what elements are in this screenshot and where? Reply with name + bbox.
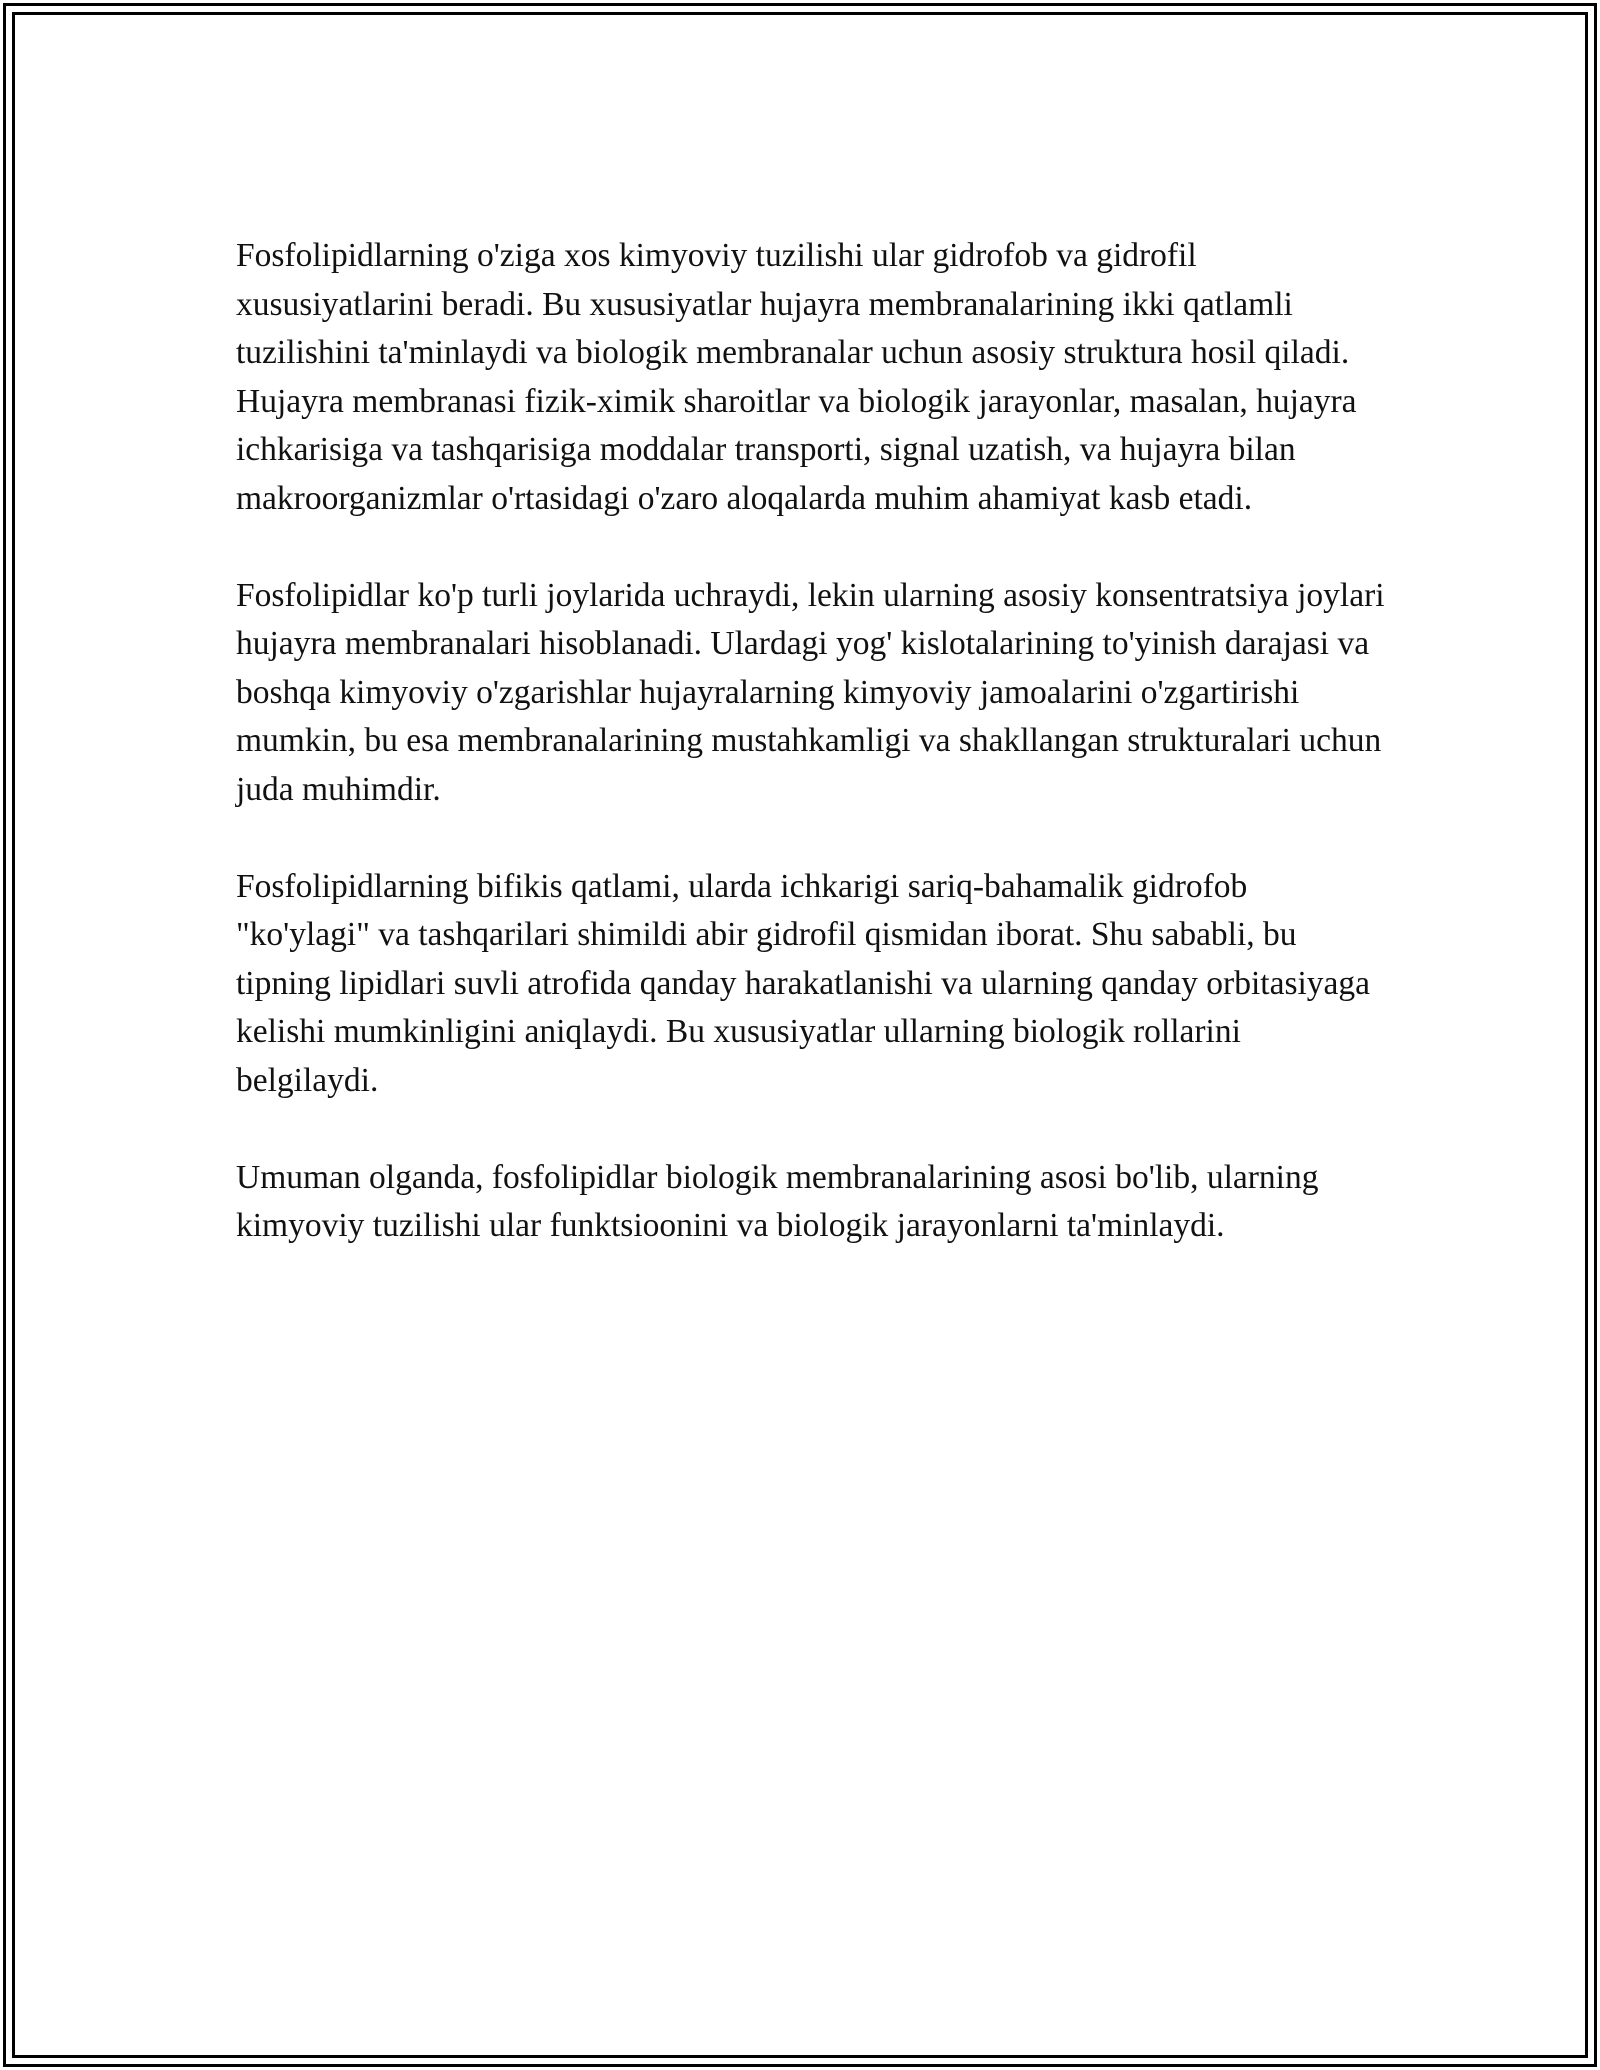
paragraph-4: Umuman olganda, fosfolipidlar biologik membranalarining asosi bo'lib, ularning kimyoviy tuzilishi ular funktsioonini va biologik jarayonlarni ta'minlaydi.	[236, 1158, 1319, 1244]
document-body	[236, 232, 1386, 1299]
paragraph-1: Fosfolipidlarning o'ziga xos kimyoviy tuzilishi ular gidrofob va gidrofil xususiyatlarini beradi. Bu xususiyatlar hujayra membranalarining ikki qatlamli tuzilishini ta'minlaydi va biologik membranalar uchun asosiy struktura hosil qiladi. Hujayra membranasi fizik-ximik sharoitlar va biologik jarayonlar, masalan, hujayra ichkarisiga va tashqarisiga moddalar transporti, signal uzatish, va hujayra bilan makroorganizmlar o'rtasidagi o'zaro aloqalarda muhim ahamiyat kasb etadi.	[236, 237, 1357, 517]
paragraph-3: Fosfolipidlarning bifikis qatlami, ularda ichkarigi sariq-bahamalik gidrofob "ko'ylagi" va tashqarilari shimildi abir gidrofil qismidan iborat. Shu sababli, bu tipning lipidlari suvli atrofida qanday harakatlanishi va ularning qanday orbitasiyaga kelishi mumkinligini aniqlaydi. Bu xususiyatlar ullarning biologik rollarini belgilaydi.	[236, 867, 1371, 1099]
paragraph-2: Fosfolipidlar ko'p turli joylarida uchraydi, lekin ularning asosiy konsentratsiya joylari hujayra membranalari hisoblanadi. Ulardagi yog' kislotalarining to'yinish darajasi va boshqa kimyoviy o'zgarishlar hujayralarning kimyoviy jamoalarini o'zgartirishi mumkin, bu esa membranalarining mustahkamligi va shakllangan strukturalari uchun juda muhimdir.	[236, 576, 1385, 808]
